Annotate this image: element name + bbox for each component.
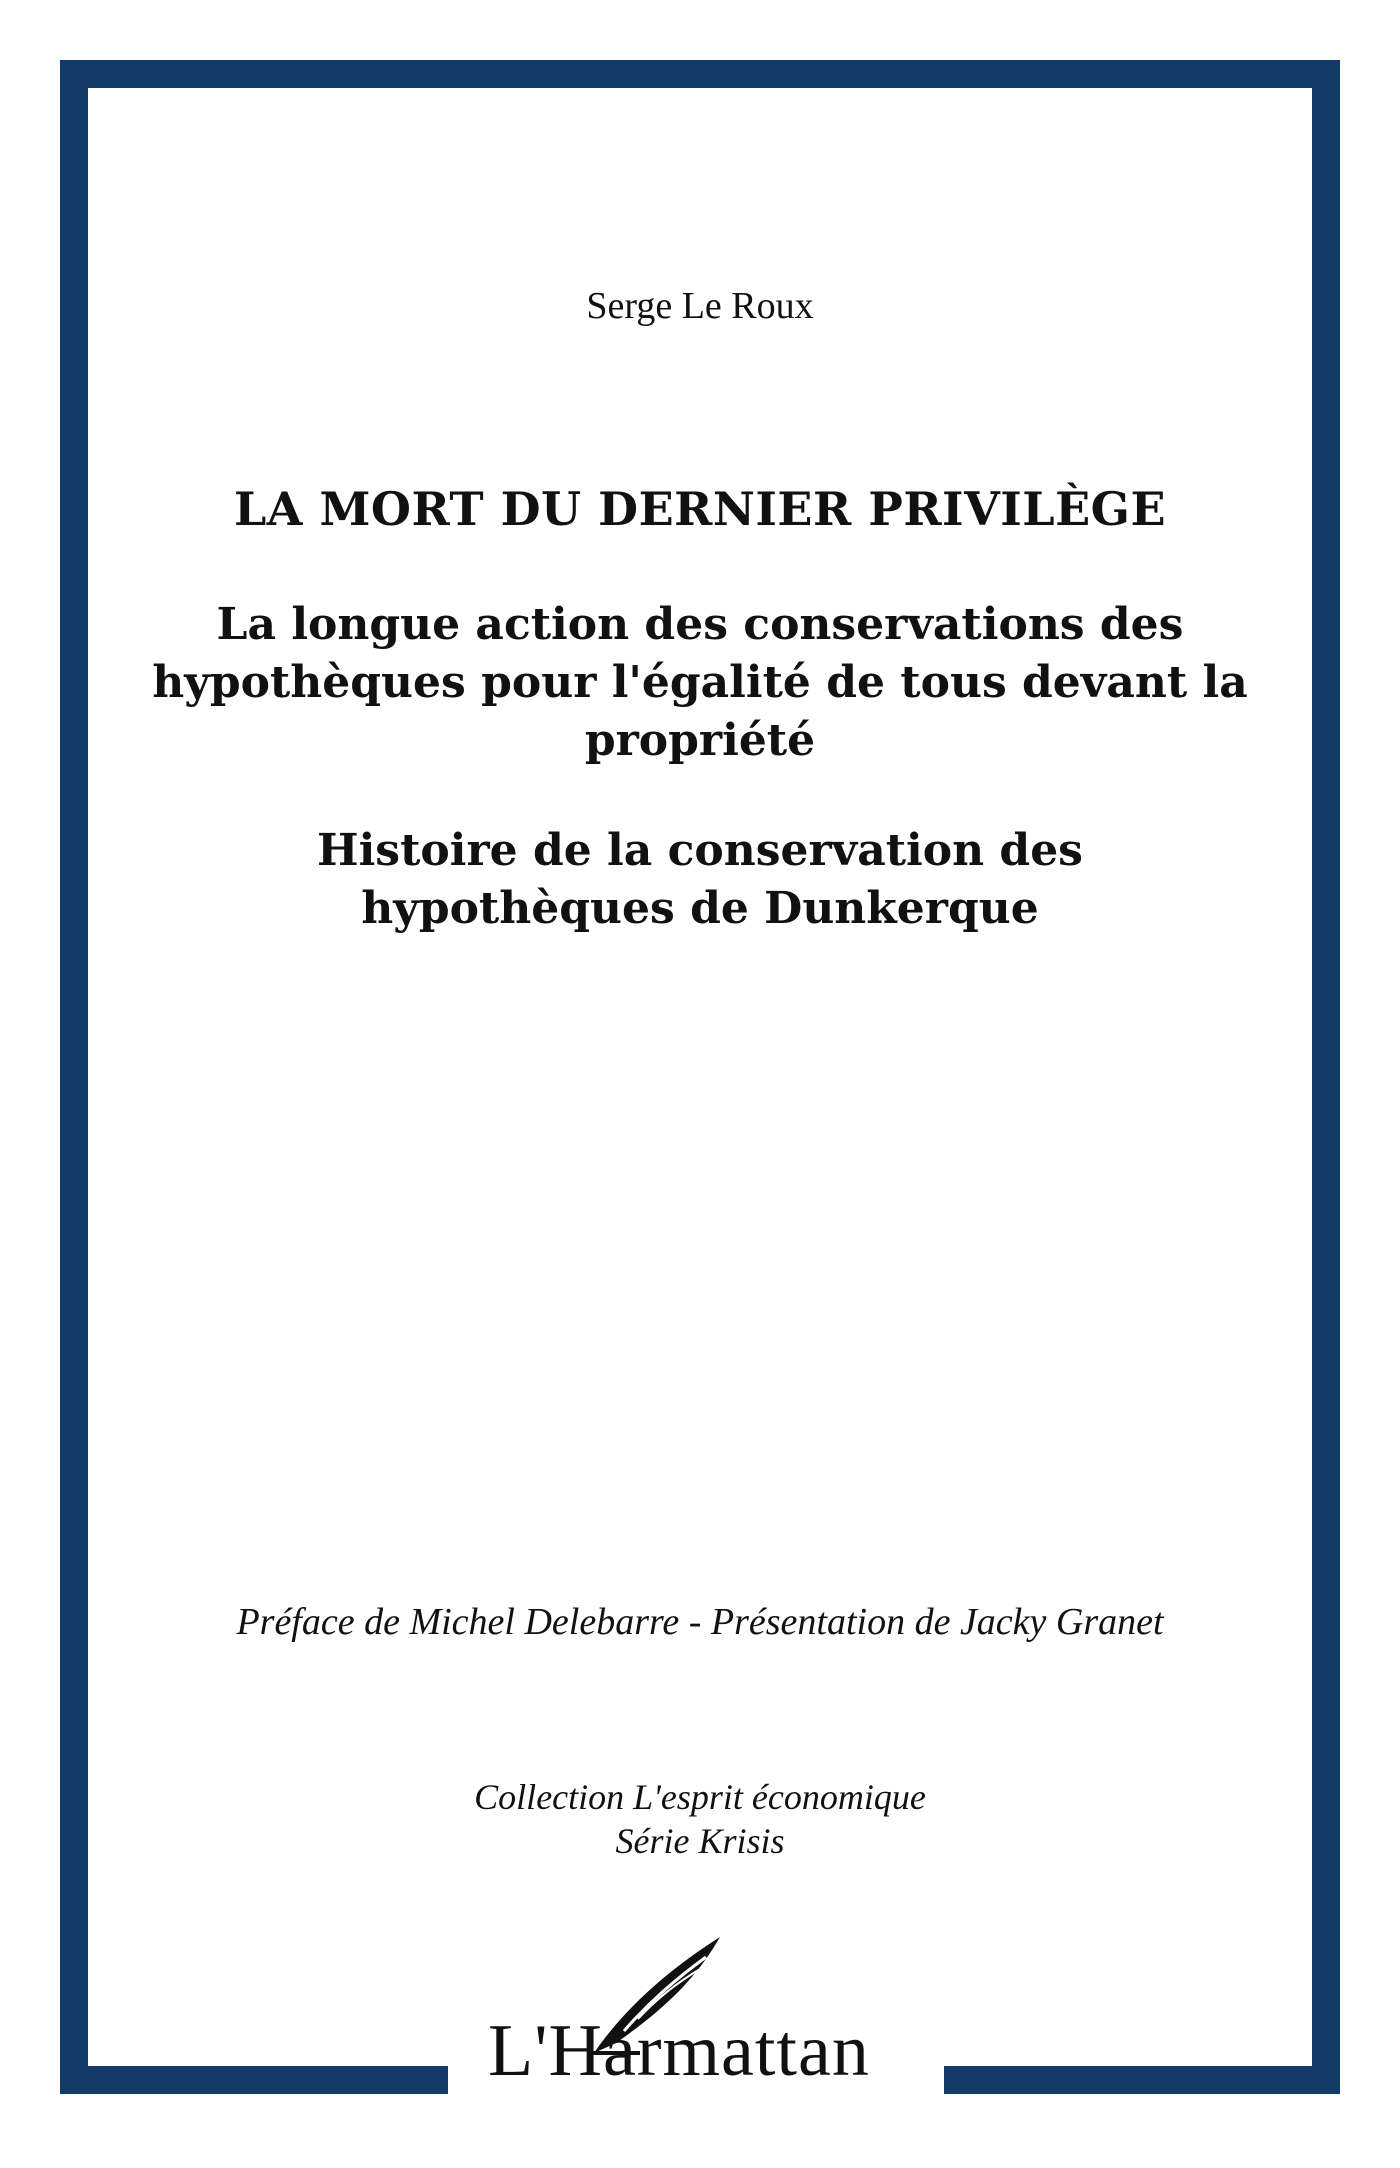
publisher-logo	[488, 1935, 908, 2110]
book-subtitle: La longue action des conservations des hypothèques pour l'égalité de tous devant la propriété	[152, 599, 1248, 766]
cover-frame-bottom-right	[944, 2066, 1340, 2094]
collection-name: Collection L'esprit économique	[474, 1777, 926, 1817]
cover-frame-left	[60, 60, 88, 2094]
series-name: Série Krisis	[615, 1821, 785, 1861]
cover-frame-top	[60, 60, 1340, 88]
book-title: LA MORT DU DERNIER PRIVILÈGE	[233, 482, 1167, 536]
preface-credits: Préface de Michel Delebarre - Présentation de Jacky Granet	[236, 1601, 1164, 1643]
cover-frame-bottom-left	[60, 2066, 448, 2094]
publisher-name: L'Harmattan	[488, 2010, 870, 2092]
book-history-subtitle: Histoire de la conservation des hypothèques de Dunkerque	[317, 825, 1083, 934]
cover-frame-right	[1312, 60, 1340, 2094]
author-name: Serge Le Roux	[586, 285, 814, 327]
